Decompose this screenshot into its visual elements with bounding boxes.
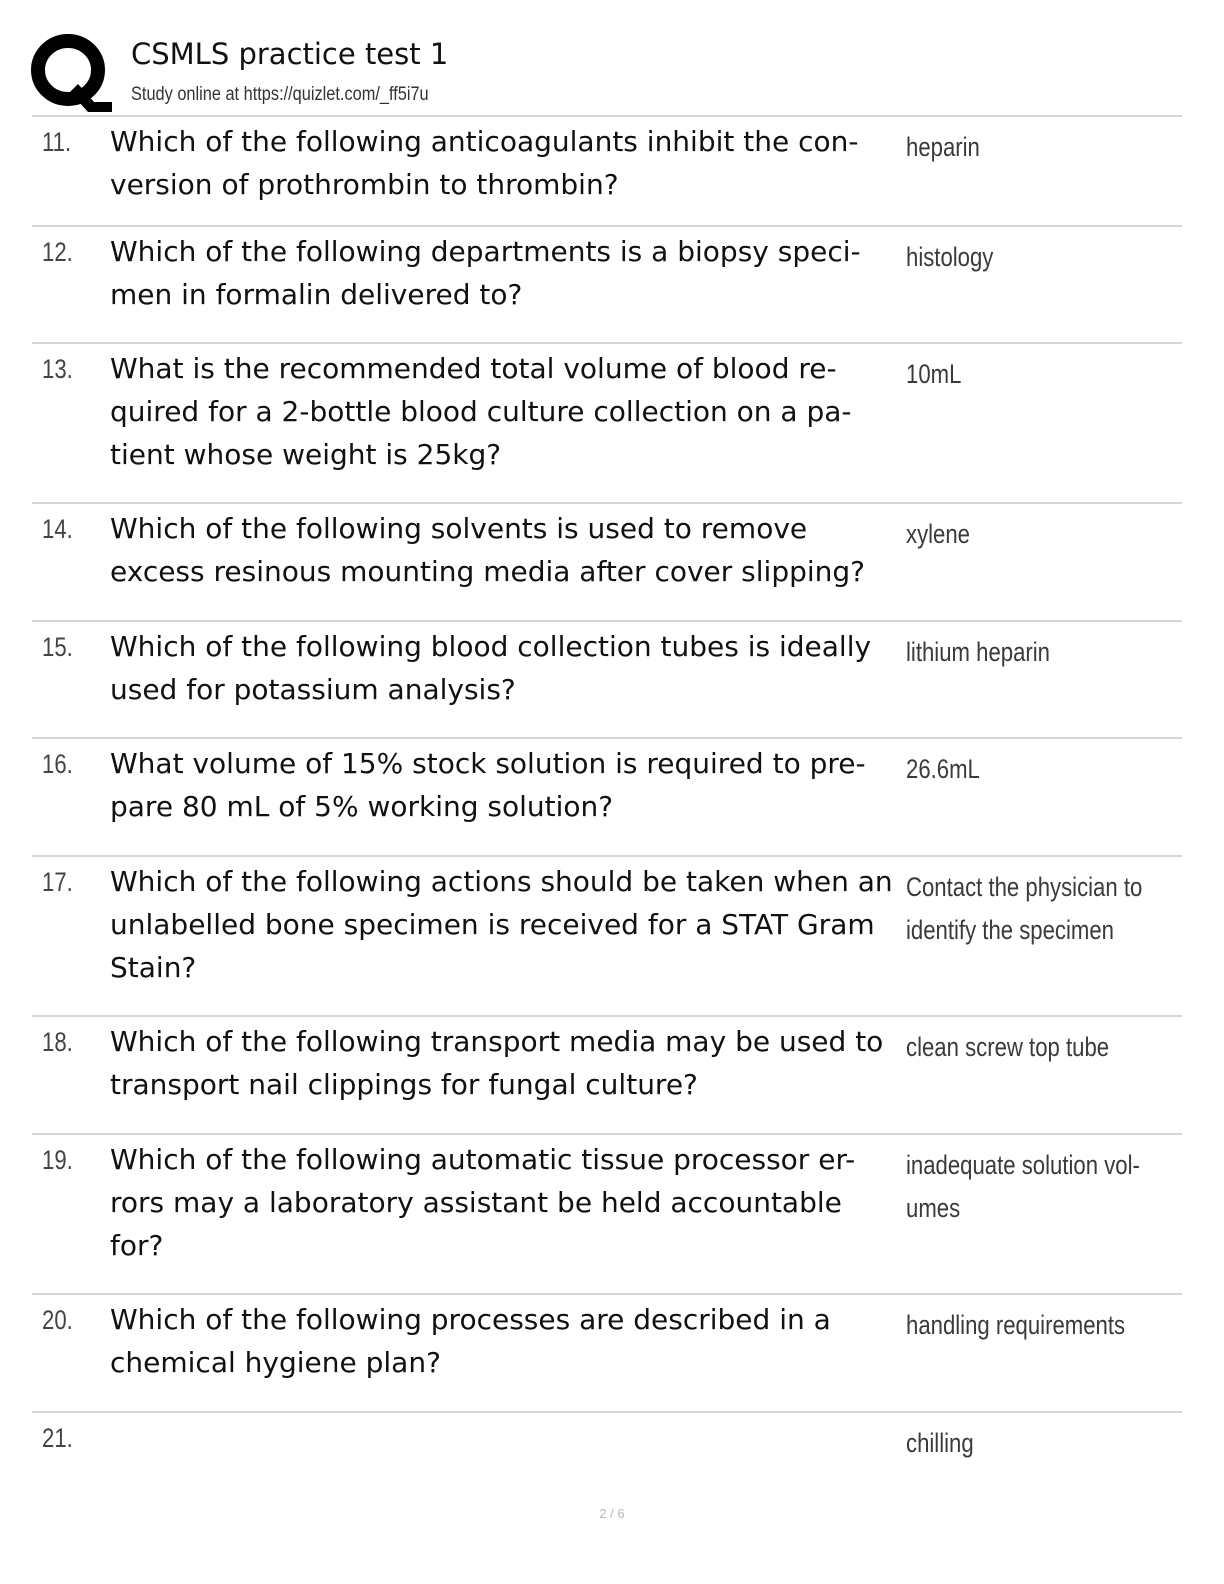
card-answer: xylene: [906, 519, 970, 549]
card-answer: handling requirements: [906, 1310, 1126, 1340]
card-question: Which of the following actions should be taken when an unlabelled bone specimen is received for a STAT Gram Stain?: [110, 865, 893, 984]
card-question: Which of the following processes are described in a chemical hygiene plan?: [110, 1303, 831, 1379]
flashcard-16: [32, 737, 1182, 855]
card-number: 20.: [42, 1305, 73, 1335]
card-number: 11.: [42, 127, 72, 157]
card-question: Which of the following transport media may be used to transport nail clippings for fungal culture?: [110, 1025, 884, 1101]
card-number: 19.: [42, 1145, 73, 1175]
quizlet-logo: [30, 32, 112, 112]
flashcard-18: [32, 1015, 1182, 1133]
flashcard-14: [32, 502, 1182, 620]
card-number: 18.: [42, 1027, 73, 1057]
flashcard-12: [32, 225, 1182, 342]
card-number: 12.: [42, 237, 73, 267]
card-answer: 10mL: [906, 359, 962, 389]
card-number: 14.: [42, 514, 73, 544]
flashcard-15: [32, 620, 1182, 737]
card-question: Which of the following automatic tissue processor er- rors may a laboratory assistant be held accountable for?: [110, 1143, 856, 1262]
flashcard-17: [32, 855, 1182, 1015]
document-header: [30, 32, 1190, 116]
document-title: CSMLS practice test 1: [131, 37, 449, 71]
flashcard-11: [32, 115, 1182, 225]
page-number: 2 / 6: [599, 1506, 625, 1521]
card-question: Which of the following solvents is used to remove excess resinous mounting media after cover slipping?: [110, 512, 866, 588]
study-online-link[interactable]: Study online at https://quizlet.com/_ff5i7u: [131, 84, 429, 105]
card-question: Which of the following departments is a biopsy speci- men in formalin delivered to?: [110, 235, 861, 311]
card-answer: clean screw top tube: [906, 1032, 1110, 1062]
flashcard-20: [32, 1293, 1182, 1411]
card-number: 17.: [42, 867, 73, 897]
card-number: 15.: [42, 632, 73, 662]
card-number: 13.: [42, 354, 73, 384]
card-answer: histology: [906, 242, 994, 272]
card-answer: lithium heparin: [906, 637, 1050, 667]
card-answer: chilling: [906, 1428, 974, 1458]
card-answer: inadequate solution vol- umes: [906, 1150, 1140, 1223]
card-number: 21.: [42, 1423, 73, 1453]
card-answer: 26.6mL: [906, 754, 980, 784]
card-question: What volume of 15% stock solution is required to pre- pare 80 mL of 5% working solution?: [110, 747, 866, 823]
card-question: Which of the following blood collection tubes is ideally used for potassium analysis?: [110, 630, 872, 706]
flashcard-13: [32, 342, 1182, 502]
flashcard-list: [32, 115, 1182, 1481]
card-answer: Contact the physician to identify the specimen: [906, 872, 1143, 945]
card-number: 16.: [42, 749, 73, 779]
card-question: What is the recommended total volume of blood re- quired for a 2-bottle blood culture collection on a pa- tient whose weight is 25kg?: [110, 352, 852, 471]
card-question: Which of the following anticoagulants inhibit the con- version of prothrombin to thrombin?: [110, 125, 859, 201]
card-answer: heparin: [906, 132, 980, 162]
flashcard-19: [32, 1133, 1182, 1293]
flashcard-21: [32, 1411, 1182, 1481]
